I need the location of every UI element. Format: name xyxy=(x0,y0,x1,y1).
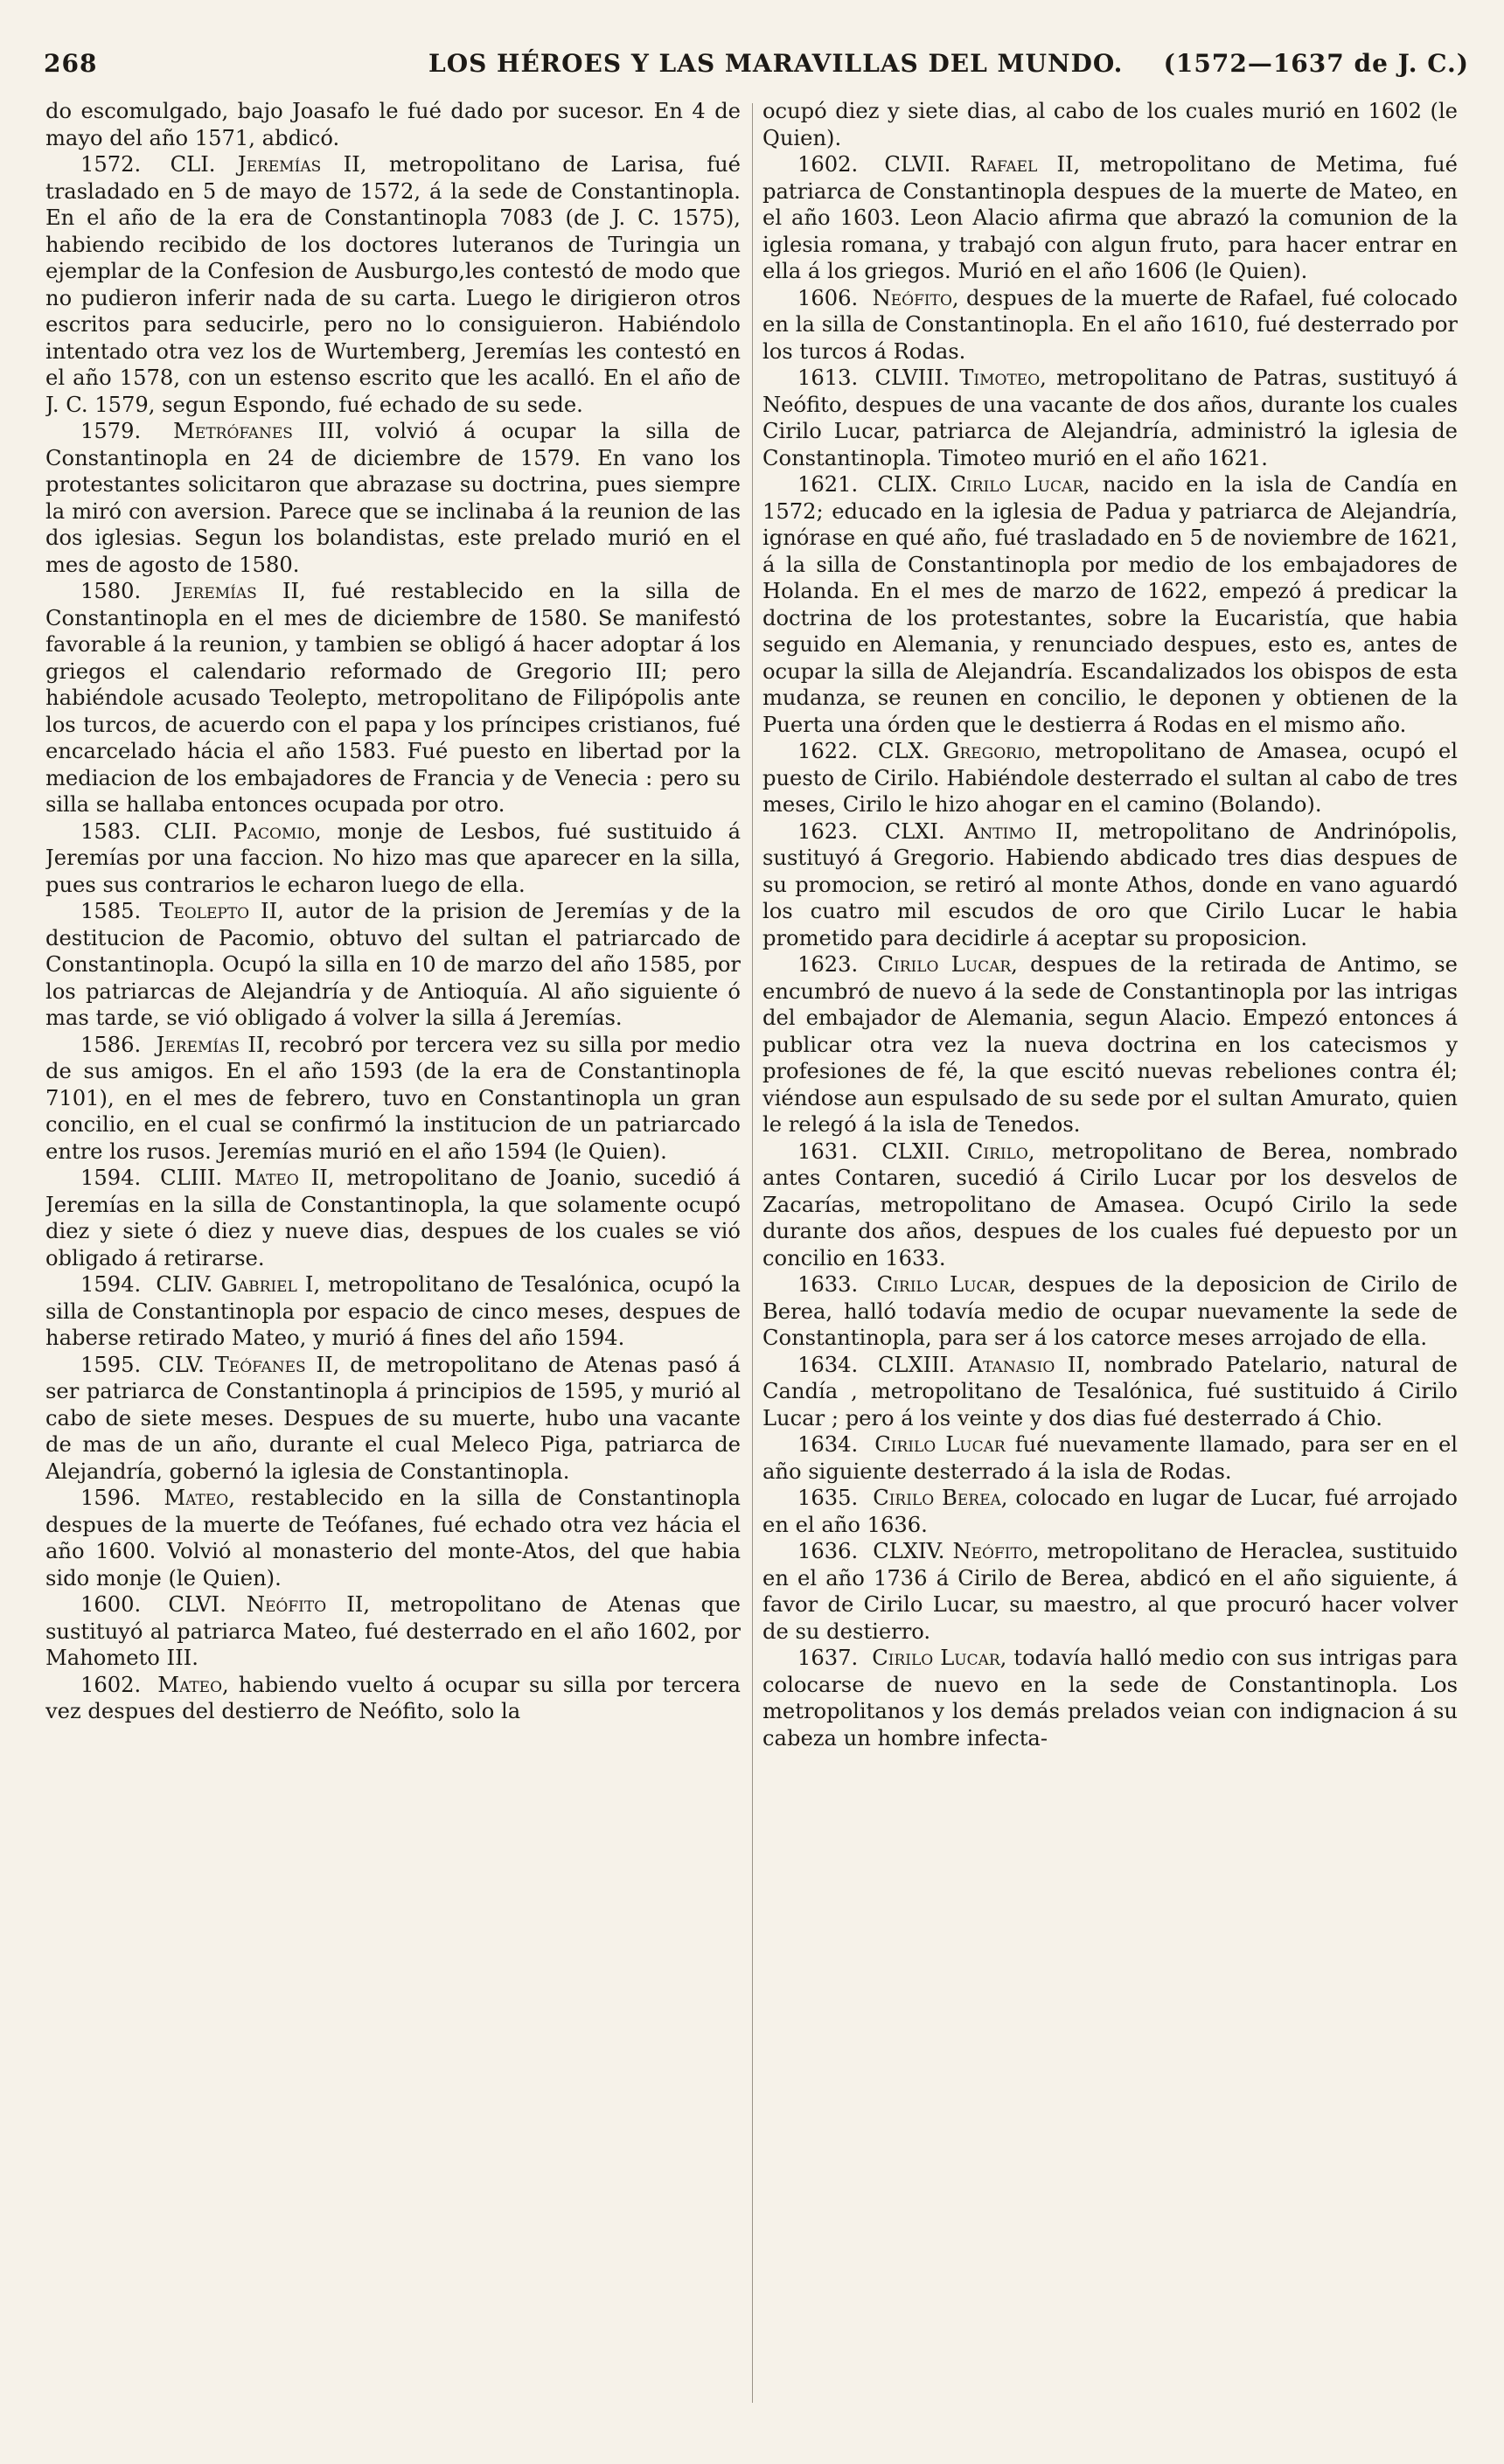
paragraph-text: ocupó diez y siete dias, al cabo de los cuales murió en 1602 (le Quien). xyxy=(762,99,1458,150)
entry-year: 1637. xyxy=(797,1646,859,1670)
entry-year: 1596. xyxy=(80,1486,142,1510)
entry-name: CLVII. Rafael II, xyxy=(884,152,1081,177)
entry-name: CLV. Teófanes II, xyxy=(158,1352,340,1377)
entry-name: CLXIV. Neófito, xyxy=(873,1539,1040,1563)
paragraph-text: restablecido en la silla de Constantinopla despues de la muerte de Teófanes, fué echado otra vez hácia el año 1600. Volvió al monasterio del monte-Atos, del que habia sido monje (le Quien). xyxy=(45,1486,741,1590)
paragraph xyxy=(762,365,1458,471)
entry-name: Metrófanes III, xyxy=(173,419,351,443)
paragraph-text: despues de la muerte de Rafael, fué colocado en la silla de Constantinopla. En el año 1610, fué desterrado por los turcos á Rodas. xyxy=(762,285,1458,364)
paragraph xyxy=(45,1271,741,1352)
entry-name: Cirilo Lucar xyxy=(874,1432,1006,1457)
entry-year: 1623. xyxy=(797,818,859,844)
paragraph xyxy=(762,285,1458,365)
right-column xyxy=(762,98,1458,2412)
paragraph xyxy=(45,1352,741,1486)
paragraph xyxy=(762,1538,1458,1645)
paragraph xyxy=(45,1591,741,1672)
entry-name: Cirilo Lucar, xyxy=(877,952,1018,977)
paragraph xyxy=(45,1032,741,1166)
entry-name: Jeremías II, xyxy=(156,1032,272,1057)
paragraph-text: habiendo vuelto á ocupar su silla por tercera vez despues del destierro de Neófito, solo la xyxy=(45,1672,741,1723)
paragraph xyxy=(762,151,1458,285)
running-title: LOS HÉROES Y LAS MARAVILLAS DEL MUNDO. xyxy=(428,49,1124,78)
paragraph-text: metropolitano de Heraclea, sustituido en el año 1736 á Cirilo de Berea, abdicó en el año siguiente, á favor de Cirilo Lucar, su maestro, al que procuró hacer volver de su destierro. xyxy=(762,1539,1458,1644)
paragraph xyxy=(762,471,1458,738)
paragraph-text: metropolitano de Atenas que sustituyó al patriarca Mateo, fué desterrado en el año 1602, por Mahometo III. xyxy=(45,1592,741,1670)
entry-name: CLVIII. Timoteo, xyxy=(874,365,1047,390)
paragraph xyxy=(45,1672,741,1725)
page-number: 268 xyxy=(44,49,98,78)
entry-name: Cirilo Lucar, xyxy=(876,1272,1017,1297)
paragraph-text: nacido en la isla de Candía en 1572; educado en la iglesia de Padua y patriarca de Alejandría, ignórase en qué año, fué trasladado en 5 de noviembre de 1621, á la silla de Constantinopla por medio de los embajadores de Holanda. En el mes de marzo de 1622, empezó á predicar la doctrina de los protestantes, sobre la Eucaristía, que habia seguido en Alemania, y renunciado despues, esto es, antes de ocupar la silla de Alejandría. Escandalizados los obispos de esta mudanza, se reunen en concilio, le deponen y obtienen de la Puerta una órden que le destierra á Rodas en el mismo año. xyxy=(762,472,1458,737)
paragraph xyxy=(45,98,741,151)
entry-year: 1623. xyxy=(797,952,859,977)
entry-name: CLIV. Gabriel I, xyxy=(156,1272,321,1297)
entry-name: CLVI. Neófito II, xyxy=(168,1592,371,1617)
entry-year: 1594. xyxy=(80,1272,142,1297)
paragraph xyxy=(45,898,741,1032)
paragraph-text: monje de Lesbos, fué sustituido á Jeremías por una faccion. No hizo mas que aparecer en la silla, pues sus contrarios le echaron luego de ella. xyxy=(45,818,741,897)
entry-name: CLXI. Antimo II, xyxy=(884,818,1079,844)
paragraph-text: metropolitano de Metima, fué patriarca de Constantinopla despues de la muerte de Mateo, en el año 1603. Leon Alacio afirma que abrazó la comunion de la iglesia romana, y trabajó con algun fruto, para hacer entrar en ella á los griegos. Murió en el año 1606 (le Quien). xyxy=(762,152,1458,283)
column-divider xyxy=(752,103,753,2403)
entry-year: 1633. xyxy=(797,1272,859,1297)
left-column xyxy=(45,98,741,2412)
paragraph xyxy=(45,1165,741,1271)
paragraph-text: autor de la prision de Jeremías y de la destitucion de Pacomio, obtuvo del sultan el patriarcado de Constantinopla. Ocupó la silla en 10 de marzo del año 1585, por los patriarcas de Alejandría y de Antioquía. Al año siguiente ó mas tarde, se vió obligado á volver la silla á Jeremías. xyxy=(45,899,741,1030)
entry-name: CLXII. Cirilo, xyxy=(881,1138,1035,1164)
entry-year: 1580. xyxy=(80,579,142,603)
paragraph xyxy=(762,98,1458,151)
paragraph xyxy=(762,1485,1458,1538)
paragraph-text: todavía halló medio con sus intrigas para colocarse de nuevo en la sede de Constantinopla. Los metropolitanos y los demás prelados veian con indignacion á su cabeza un hombre infecta- xyxy=(762,1646,1458,1751)
entry-year: 1634. xyxy=(797,1432,859,1457)
paragraph xyxy=(762,818,1458,952)
paragraph xyxy=(762,738,1458,818)
paragraph xyxy=(762,1431,1458,1485)
entry-name: CLIX. Cirilo Lucar, xyxy=(877,472,1090,497)
paragraph xyxy=(45,818,741,899)
entry-year: 1602. xyxy=(80,1672,142,1697)
paragraph-text: de metropolitano de Atenas pasó á ser patriarca de Constantinopla á principios de 1595, y murió al cabo de siete meses. Despues de su muerte, hubo una vacante de mas de un año, durante el cual Meleco Piga, patriarca de Alejandría, gobernó la iglesia de Constantinopla. xyxy=(45,1352,741,1484)
entry-name: Mateo, xyxy=(164,1486,235,1510)
paragraph-text: do escomulgado, bajo Joasafo le fué dado por sucesor. En 4 de mayo del año 1571, abdicó. xyxy=(45,99,741,150)
paragraph xyxy=(762,1271,1458,1352)
entry-year: 1636. xyxy=(797,1539,859,1563)
entry-year: 1635. xyxy=(797,1486,859,1510)
entry-name: CLII. Pacomio, xyxy=(164,818,322,844)
paragraph-text: fué nuevamente llamado, para ser en el año siguiente desterrado á la isla de Rodas. xyxy=(762,1432,1458,1484)
entry-year: 1594. xyxy=(80,1166,142,1190)
entry-year: 1583. xyxy=(80,818,142,844)
paragraph-text: metropolitano de Berea, nombrado antes Contaren, sucedió á Cirilo Lucar por los desvelos de Zacarías, metropolitano de Amasea. Ocupó Cirilo la sede durante dos años, despues de los cuales fué depuesto por un concilio en 1633. xyxy=(762,1138,1458,1270)
entry-year: 1595. xyxy=(80,1352,142,1377)
paragraph xyxy=(45,578,741,818)
paragraph-text: volvió á ocupar la silla de Constantinopla en 24 de diciembre de 1579. En vano los protestantes solicitaron que abrazase su doctrina, pues siempre la miró con aversion. Parece que se inclinaba á la reunion de las dos iglesias. Segun los bolandistas, este prelado murió en el mes de agosto de 1580. xyxy=(45,419,741,577)
entry-year: 1621. xyxy=(797,472,859,497)
paragraph xyxy=(762,1352,1458,1432)
entry-year: 1579. xyxy=(80,419,142,443)
entry-year: 1634. xyxy=(797,1352,859,1377)
entry-year: 1600. xyxy=(80,1592,142,1617)
entry-name: Cirilo Lucar, xyxy=(872,1646,1007,1670)
entry-name: Mateo, xyxy=(157,1672,229,1697)
paragraph-text: recobró por tercera vez su silla por medio de sus amigos. En el año 1593 (de la era de Constantinopla 7101), en el mes de febrero, tuvo en Constantinopla un gran concilio, en el cual se confirmó la institucion de un patriarcado entre los rusos. Jeremías murió en el año 1594 (le Quien). xyxy=(45,1032,741,1164)
paragraph-text: metropolitano de Andrinópolis, sustituyó á Gregorio. Habiendo abdicado tres dias despues de su promocion, se retiró al monte Athos, donde en vano aguardó los cuatro mil escudos de oro que Cirilo Lucar le habia prometido para decidirle á aceptar su proposicion. xyxy=(762,818,1458,950)
entry-year: 1613. xyxy=(797,365,859,390)
paragraph-text: colocado en lugar de Lucar, fué arrojado en el año 1636. xyxy=(762,1486,1458,1537)
entry-name: CLX. Gregorio, xyxy=(877,739,1042,763)
entry-year: 1631. xyxy=(797,1138,859,1164)
entry-name: CLI. Jeremías II, xyxy=(170,152,367,177)
paragraph-text: metropolitano de Joanio, sucedió á Jeremías en la silla de Constantinopla, la que solamente ocupó diez y siete ó diez y nueve dias, despues de los cuales se vió obligado á retirarse. xyxy=(45,1166,741,1270)
paragraph-text: metropolitano de Larisa, fué trasladado en 5 de mayo de 1572, á la sede de Constantinopla. En el año de la era de Constantinopla 7083 (de J. C. 1575), habiendo recibido de los doctores luteranos de Turingia un ejemplar de la Confesion de Ausburgo,les contestó de modo que no pudieron inferir nada de su carta. Luego le dirigieron otros escritos para seducirle, pero no lo consiguieron. Habiéndolo intentado otra vez los de Wurtemberg, Jeremías les contestó en el año 1578, con un estenso escrito que les acalló. En el año de J. C. 1579, segun Espondo, fué echado de su sede. xyxy=(45,152,741,417)
paragraph-text: despues de la retirada de Antimo, se encumbró de nuevo á la sede de Constantinopla por las intrigas del embajador de Alemania, segun Alacio. Empezó entonces á publicar otra vez la nueva doctrina en los catecismos y profesiones de fé, la que escitó nuevas rebeliones contra él; viéndose aun espulsado de su sede por el sultan Amurato, quien le relegó á la isla de Tenedos. xyxy=(762,952,1458,1137)
paragraph-text: fué restablecido en la silla de Constantinopla en el mes de diciembre de 1580. Se manifestó favorable á la reunion, y tambien se obligó á hacer adoptar á los griegos el calendario reformado de Gregorio III; pero habiéndole acusado Teolepto, metropolitano de Filipópolis ante los turcos, de acuerdo con el papa y los príncipes cristianos, fué encarcelado hácia el año 1583. Fué puesto en libertad por la mediacion de los embajadores de Francia y de Venecia : pero su silla se hallaba entonces ocupada por otro. xyxy=(45,579,741,817)
entry-year: 1606. xyxy=(797,285,859,310)
paragraph xyxy=(762,951,1458,1138)
paragraph-text: metropolitano de Amasea, ocupó el puesto de Cirilo. Habiéndole desterrado el sultan al cabo de tres meses, Cirilo le hizo ahogar en el camino (Bolando). xyxy=(762,739,1458,817)
entry-year: 1622. xyxy=(797,739,859,763)
paragraph xyxy=(45,1485,741,1591)
entry-name: Neófito, xyxy=(872,285,959,310)
paragraph-text: nombrado Patelario, natural de Candía , metropolitano de Tesalónica, fué sustituido á Cirilo Lucar ; pero á los veinte y dos dias fué desterrado á Chio. xyxy=(762,1352,1458,1430)
page-header xyxy=(44,49,1469,94)
paragraph xyxy=(45,418,741,578)
entry-name: Jeremías II, xyxy=(173,579,306,603)
paragraph-text: despues de la deposicion de Cirilo de Berea, halló todavía medio de ocupar nuevamente la sede de Constantinopla, para ser á los catorce meses arrojado de ella. xyxy=(762,1272,1458,1350)
entry-year: 1572. xyxy=(80,152,142,177)
paragraph-text: metropolitano de Tesalónica, ocupó la silla de Constantinopla por espacio de cinco meses, despues de haberse retirado Mateo, y murió á fines del año 1594. xyxy=(45,1272,741,1350)
paragraph xyxy=(762,1645,1458,1751)
paragraph xyxy=(45,151,741,418)
paragraph xyxy=(762,1138,1458,1272)
entry-name: Teolepto II, xyxy=(159,899,284,923)
entry-year: 1585. xyxy=(80,899,142,923)
entry-name: CLIII. Mateo II, xyxy=(160,1166,335,1190)
entry-name: Cirilo Berea, xyxy=(873,1486,1008,1510)
paragraph-text: metropolitano de Patras, sustituyó á Neófito, despues de una vacante de dos años, durante los cuales Cirilo Lucar, patriarca de Alejandría, administró la iglesia de Constantinopla. Timoteo murió en el año 1621. xyxy=(762,365,1458,470)
entry-name: CLXIII. Atanasio II, xyxy=(877,1352,1091,1377)
entry-year: 1586. xyxy=(80,1032,142,1057)
date-range: (1572—1637 de J. C.) xyxy=(1163,49,1469,78)
entry-year: 1602. xyxy=(797,152,859,177)
